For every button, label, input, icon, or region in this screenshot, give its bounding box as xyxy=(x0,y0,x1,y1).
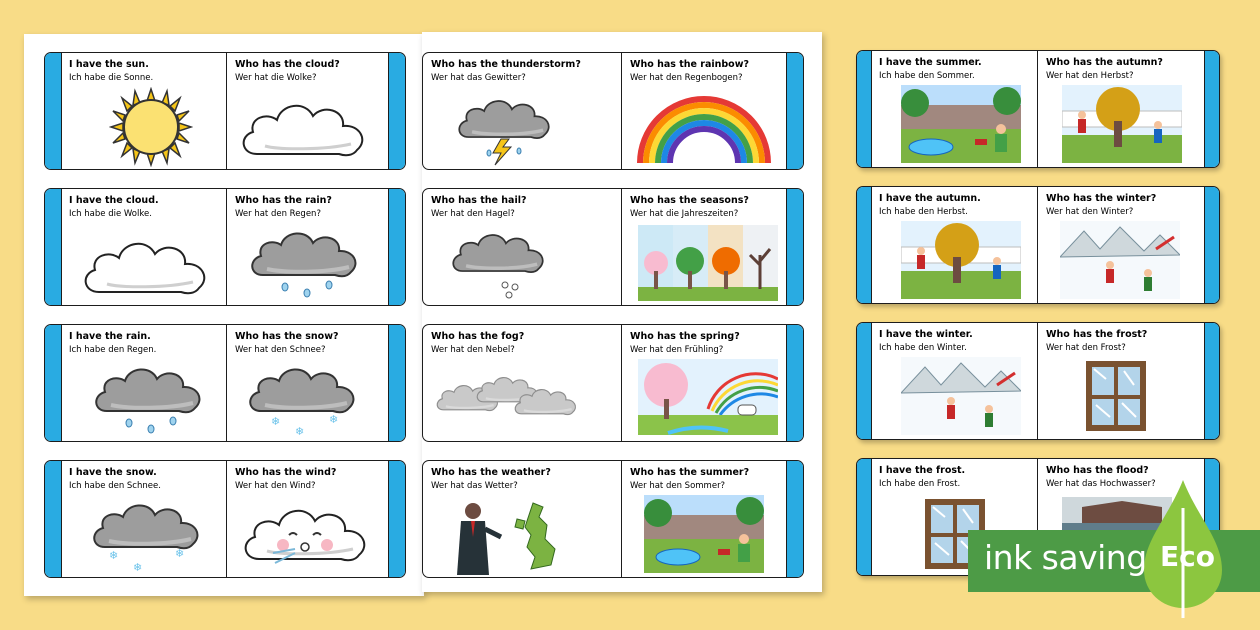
domino-strip-2 xyxy=(856,186,1220,304)
snow-cloud-icon xyxy=(243,359,367,439)
domino-card-8 xyxy=(422,460,804,578)
svg-text:❄: ❄ xyxy=(175,547,185,560)
weather-presenter-icon xyxy=(453,497,583,575)
domino-card-3 xyxy=(44,324,406,442)
domino-card-2 xyxy=(44,188,406,306)
english-line: I have the snow. xyxy=(69,467,157,478)
english-line: Who has the rainbow? xyxy=(630,59,749,70)
german-line: Wer hat den Regen? xyxy=(235,209,321,219)
ink-saving-label: ink saving xyxy=(984,538,1147,577)
card-half-who xyxy=(622,53,787,169)
english-line: Who has the winter? xyxy=(1046,193,1157,204)
german-line: Ich habe den Herbst. xyxy=(879,207,968,217)
spring-icon xyxy=(638,359,778,435)
domino-card-7 xyxy=(422,324,804,442)
german-line: Ich habe den Schnee. xyxy=(69,481,161,491)
german-line: Wer hat den Frühling? xyxy=(630,345,724,355)
german-line: Wer hat den Hagel? xyxy=(431,209,515,219)
domino-card-6 xyxy=(422,188,804,306)
card-half-have xyxy=(61,325,226,441)
svg-text:❄: ❄ xyxy=(329,413,339,426)
card-half-who xyxy=(622,189,787,305)
english-line: Who has the rain? xyxy=(235,195,332,206)
card-half-have xyxy=(61,461,226,577)
english-line: Who has the fog? xyxy=(431,331,525,342)
frost-window-icon xyxy=(1084,359,1148,433)
english-line: Who has the weather? xyxy=(431,467,551,478)
card-half-who xyxy=(423,189,621,305)
card-half-have xyxy=(871,323,1037,439)
english-line: I have the autumn. xyxy=(879,193,981,204)
domino-strip-3 xyxy=(856,322,1220,440)
winter-scene-icon xyxy=(1060,221,1180,299)
rainbow-icon xyxy=(634,95,774,165)
winter-scene-icon xyxy=(901,357,1021,435)
german-line: Ich habe den Winter. xyxy=(879,343,967,353)
german-line: Wer hat den Winter? xyxy=(1046,207,1134,217)
svg-text:❄: ❄ xyxy=(133,561,143,574)
english-line: Who has the summer? xyxy=(630,467,750,478)
german-line: Wer hat das Gewitter? xyxy=(431,73,526,83)
snow-cloud-icon xyxy=(87,495,211,575)
german-line: Wer hat den Herbst? xyxy=(1046,71,1134,81)
english-line: Who has the cloud? xyxy=(235,59,340,70)
german-line: Wer hat den Frost? xyxy=(1046,343,1126,353)
fog-icon xyxy=(433,369,583,429)
summer-scene-icon xyxy=(644,495,764,573)
thunderstorm-icon xyxy=(453,91,563,167)
english-line: Who has the hail? xyxy=(431,195,527,206)
card-half-who xyxy=(227,325,389,441)
cloud-icon xyxy=(77,229,217,301)
english-line: I have the cloud. xyxy=(69,195,159,206)
german-line: Wer hat die Jahreszeiten? xyxy=(630,209,739,219)
german-line: Wer hat die Wolke? xyxy=(235,73,317,83)
german-line: Ich habe die Wolke. xyxy=(69,209,152,219)
summer-scene-icon xyxy=(901,85,1021,163)
english-line: I have the sun. xyxy=(69,59,149,70)
english-line: Who has the thunderstorm? xyxy=(431,59,581,70)
english-line: I have the frost. xyxy=(879,465,966,476)
card-half-who xyxy=(1038,323,1204,439)
card-half-who xyxy=(1038,51,1204,167)
card-half-who xyxy=(622,325,787,441)
english-line: I have the winter. xyxy=(879,329,973,340)
english-line: I have the rain. xyxy=(69,331,151,342)
svg-text:❄: ❄ xyxy=(295,425,305,438)
english-line: Who has the autumn? xyxy=(1046,57,1163,68)
autumn-scene-icon xyxy=(1062,85,1182,163)
hail-icon xyxy=(447,225,557,301)
eco-label: Eco xyxy=(1160,540,1215,573)
card-sheet-left xyxy=(24,34,424,596)
german-line: Ich habe die Sonne. xyxy=(69,73,154,83)
card-half-who xyxy=(227,53,389,169)
english-line: Who has the spring? xyxy=(630,331,740,342)
card-half-who xyxy=(423,461,621,577)
card-half-have xyxy=(871,187,1037,303)
domino-card-4 xyxy=(44,460,406,578)
english-line: Who has the flood? xyxy=(1046,465,1149,476)
rain-cloud-icon xyxy=(245,223,369,303)
card-half-have xyxy=(61,189,226,305)
svg-text:❄: ❄ xyxy=(109,549,119,562)
card-sheet-middle xyxy=(422,32,822,592)
german-line: Wer hat den Wind? xyxy=(235,481,316,491)
card-half-have xyxy=(871,51,1037,167)
domino-strip-1 xyxy=(856,50,1220,168)
german-line: Wer hat das Hochwasser? xyxy=(1046,479,1156,489)
card-half-have xyxy=(61,53,226,169)
english-line: Who has the frost? xyxy=(1046,329,1148,340)
card-half-who xyxy=(622,461,787,577)
rain-cloud-icon xyxy=(89,359,213,439)
german-line: Wer hat den Schnee? xyxy=(235,345,326,355)
card-half-who xyxy=(1038,187,1204,303)
wind-cloud-icon xyxy=(237,497,377,573)
domino-card-5 xyxy=(422,52,804,170)
german-line: Ich habe den Regen. xyxy=(69,345,157,355)
card-half-who xyxy=(227,461,389,577)
seasons-icon xyxy=(638,225,778,301)
english-line: Who has the seasons? xyxy=(630,195,749,206)
domino-card-1 xyxy=(44,52,406,170)
german-line: Wer hat das Wetter? xyxy=(431,481,518,491)
english-line: Who has the snow? xyxy=(235,331,339,342)
sun-icon xyxy=(109,87,193,167)
german-line: Wer hat den Regenbogen? xyxy=(630,73,743,83)
card-half-who xyxy=(423,325,621,441)
german-line: Wer hat den Sommer? xyxy=(630,481,726,491)
cloud-icon xyxy=(235,91,375,163)
svg-text:❄: ❄ xyxy=(271,415,281,428)
autumn-scene-icon xyxy=(901,221,1021,299)
card-half-who xyxy=(423,53,621,169)
english-line: I have the summer. xyxy=(879,57,982,68)
german-line: Ich habe den Frost. xyxy=(879,479,961,489)
card-half-who xyxy=(227,189,389,305)
german-line: Ich habe den Sommer. xyxy=(879,71,975,81)
german-line: Wer hat den Nebel? xyxy=(431,345,515,355)
english-line: Who has the wind? xyxy=(235,467,337,478)
